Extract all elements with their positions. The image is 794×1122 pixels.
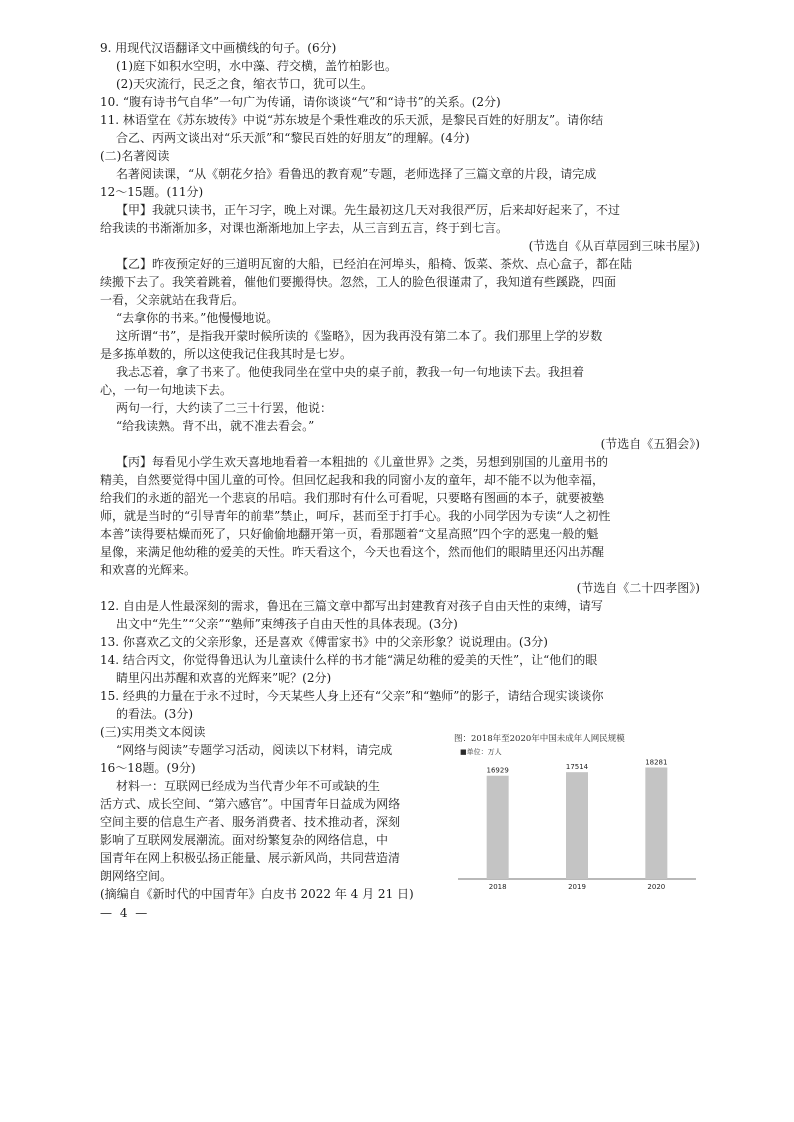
- question-14-cont: 睛里闪出苏醒和欢喜的光辉来”呢？(2分): [116, 671, 332, 685]
- passage-yi-line: 是多拣单数的，所以这使我记住我其时是七岁。: [100, 347, 353, 361]
- bar-value-label: 16929: [486, 766, 509, 775]
- section-2-heading: (二)名著阅读: [100, 149, 170, 163]
- minor-internet-users-chart: [454, 733, 700, 893]
- passage-bing-line: 星像，来满足他幼稚的爱美的天性。昨天看这个，今天也看这个，然而他们的眼睛里还闪出苏醒: [100, 545, 605, 559]
- bar-2018: [487, 776, 509, 879]
- bar-chart-svg: [454, 733, 700, 893]
- passage-yi-line: 我忐忑着，拿了书来了。他使我同坐在堂中央的桌子前，教我一句一句地读下去。我担着: [116, 365, 585, 379]
- bar-2020: [645, 767, 667, 879]
- passage-bing-line: 给我们的永逝的韶光一个悲哀的吊唁。我们那时有什么可看呢，只要略有图画的本子，就要被塾: [100, 491, 605, 505]
- question-11: 11. 林语堂在《苏东坡传》中说“苏东坡是个秉性难改的乐天派，是黎民百姓的好朋友”。请你结: [100, 113, 604, 127]
- passage-yi-line: “给我读熟。背不出，就不准去看会。”: [116, 419, 315, 433]
- passage-yi-line: 心，一句一句地读下去。: [100, 383, 233, 397]
- question-10: 10. “腹有诗书气自华”一句广为传诵，请你谈谈“气”和“诗书”的关系。(2分): [100, 95, 501, 109]
- material-1-line: 国青年在网上积极弘扬正能量、展示新风尚，共同营造清: [100, 851, 401, 865]
- material-1-line: 活方式、成长空间、“第六感官”。中国青年日益成为网络: [100, 797, 401, 811]
- passage-bing-line: 本善”读得要枯燥而死了，只好偷偷地翻开第一页，看那题着“文星高照”四个字的恶鬼一般的魁: [100, 527, 599, 541]
- question-15-cont: 的看法。(3分): [116, 707, 193, 721]
- question-12-cont: 出文中“先生”“父亲”“塾师”束缚孩子自由天性的具体表现。(3分): [116, 617, 458, 631]
- category-label: 2020: [647, 883, 666, 891]
- passage-bing-line: 师，就是当时的“引导青年的前辈”禁止，呵斥，甚而至于打手心。我的小同学因为专读“人之初性: [100, 509, 611, 523]
- bar-2019: [566, 772, 588, 879]
- passage-yi-line: 续搬下去了。我笑着跳着，催他们要搬得快。忽然，工人的脸色很谨肃了，我知道有些蹊跷，四面: [100, 275, 617, 289]
- chart-title: 图：2018年至2020年中国未成年人网民规模: [454, 734, 625, 744]
- section-2-intro: 名著阅读课，“从《朝花夕拾》看鲁迅的教育观”专题，老师选择了三篇文章的片段，请完成: [116, 167, 597, 181]
- passage-bing: 【丙】每看见小学生欢天喜地地看着一本粗拙的《儿童世界》之类，另想到别国的儿童用书的: [116, 455, 609, 469]
- question-13: 13. 你喜欢乙文的父亲形象，还是喜欢《傅雷家书》中的父亲形象？说说理由。(3分): [100, 635, 548, 649]
- material-1: 材料一：互联网已经成为当代青少年不可或缺的生: [116, 779, 381, 793]
- page-number: — 4 —: [100, 906, 150, 920]
- passage-bing-line: 精美，自然要觉得中国儿童的可怜。但回忆起我和我的同窗小友的童年，却不能不以为他幸福，: [100, 473, 605, 487]
- passage-yi-line: 一看，父亲就站在我背后。: [100, 293, 245, 307]
- question-12: 12. 自由是人性最深刻的需求，鲁迅在三篇文章中都写出封建教育对孩子自由天性的束缚，请写: [100, 599, 603, 613]
- question-15: 15. 经典的力量在于永不过时，今天某些人身上还有“父亲”和“塾师”的影子，请结合现实谈谈你: [100, 689, 604, 703]
- passage-jia-source: (节选自《从百草园到三味书屋》): [528, 239, 700, 253]
- question-9-item-1: (1)庭下如积水空明，水中藻、荇交横，盖竹柏影也。: [116, 59, 398, 73]
- question-11-cont: 合乙、丙两文谈出对“乐天派”和“黎民百姓的好朋友”的理解。(4分): [116, 131, 470, 145]
- passage-yi-line: 两句一行，大约读了二三十行罢，他说：: [116, 401, 333, 415]
- material-1-line: 朗网络空间。: [100, 869, 173, 883]
- material-1-line: 空间主要的信息生产者、服务消费者、技术推动者，深刻: [100, 815, 401, 829]
- question-9-item-2: (2)天灾流行，民乏之食，缩衣节口，犹可以生。: [116, 77, 373, 91]
- passage-bing-line: 和欢喜的光辉来。: [100, 563, 197, 577]
- chart-unit-label: ■单位：万人: [460, 748, 502, 756]
- passage-yi-source: (节选自《五猖会》): [600, 437, 700, 451]
- material-1-source: (摘编自《新时代的中国青年》白皮书 2022 年 4 月 21 日): [100, 887, 414, 901]
- passage-yi-line: 这所谓“书”，是指我开蒙时候所读的《鉴略》，因为我再没有第二本了。我们那里上学的岁数: [116, 329, 603, 343]
- section-3-heading: (三)实用类文本阅读: [100, 725, 206, 739]
- section-2-intro-cont: 12～15题。(11分): [100, 185, 204, 199]
- bar-value-label: 17514: [565, 763, 589, 772]
- section-3-intro-cont: 16～18题。(9分): [100, 761, 196, 775]
- passage-jia-cont: 给我读的书渐渐加多，对课也渐渐地加上字去，从三言到五言，终于到七言。: [100, 221, 509, 235]
- category-label: 2018: [488, 883, 507, 891]
- passage-bing-source: (节选自《二十四孝图》): [576, 581, 700, 595]
- section-3-intro: “网络与阅读”专题学习活动，阅读以下材料，请完成: [116, 743, 393, 757]
- category-label: 2019: [568, 883, 586, 891]
- passage-yi: 【乙】昨夜预定好的三道明瓦窗的大船，已经泊在河埠头，船椅、饭菜、茶炊、点心盒子，都在陆: [116, 257, 633, 271]
- bar-value-label: 18281: [645, 758, 668, 767]
- question-9: 9. 用现代汉语翻译文中画横线的句子。(6分): [100, 41, 337, 55]
- question-14: 14. 结合丙文，你觉得鲁迅认为儿童读什么样的书才能“满足幼稚的爱美的天性”，让“他们的眼: [100, 653, 598, 667]
- passage-yi-line: “去拿你的书来。”他慢慢地说。: [116, 311, 279, 325]
- material-1-line: 影响了互联网发展潮流。面对纷繁复杂的网络信息，中: [100, 833, 389, 847]
- passage-jia: 【甲】我就只读书，正午习字，晚上对课。先生最初这几天对我很严厉，后来却好起来了，不过: [116, 203, 621, 217]
